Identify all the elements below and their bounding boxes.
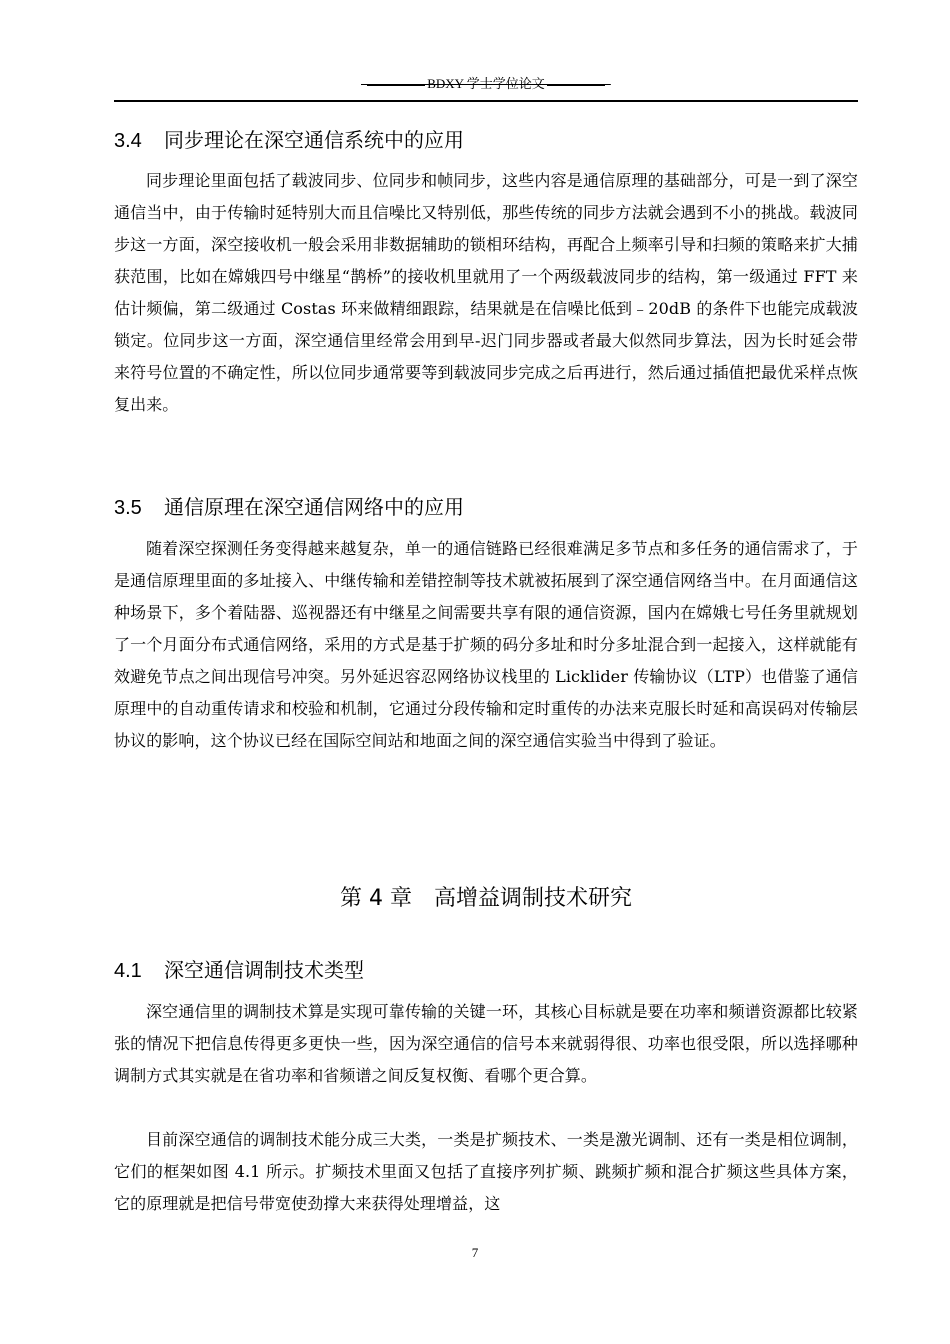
- section-number: 3.4: [114, 130, 142, 152]
- paragraph-3-5-1: 随着深空探测任务变得越来越复杂，单一的通信链路已经很难满足多节点和多任务的通信需求了，于是通信原理里面的多址接入、中继传输和差错控制等技术就被拓展到了深空通信网络当中。在月面通信这种场景下，多个着陆器、巡视器还有中继星之间需要共享有限的通信资源，国内在嫦娥七号任务里就规划了一个月面分布式通信网络，采用的方式是基于扩频的码分多址和时分多址混合到一起接入，这样就能有效避免节点之间出现信号冲突。另外延迟容忍网络协议栈里的 Licklider 传输协议（LTP）也借鉴了通信原理中的自动重传请求和校验和机制，它通过分段传输和定时重传的办法来克服长时延和高误码对传输层协议的影响，这个协议已经在国际空间站和地面之间的深空通信实验当中得到了验证。: [114, 539, 858, 750]
- header-rule: [114, 100, 858, 102]
- section-heading-3-4: [114, 126, 858, 155]
- running-header-title: BDXY 学士学位论文: [361, 76, 611, 91]
- running-header: [114, 74, 858, 94]
- page-number: 7: [471, 1245, 479, 1260]
- section-title: 通信原理在深空通信网络中的应用: [164, 495, 464, 519]
- paragraph-3-4-1: 同步理论里面包括了载波同步、位同步和帧同步，这些内容是通信原理的基础部分，可是一到了深空通信当中，由于传输时延特别大而且信噪比又特别低，那些传统的同步方法就会遇到不小的挑战。载波同步这一方面，深空接收机一般会采用非数据辅助的锁相环结构，再配合上频率引导和扫频的策略来扩大捕获范围，比如在嫦娥四号中继星“鹊桥”的接收机里就用了一个两级载波同步的结构，第一级通过 FFT 来估计频偏，第二级通过 Costas 环来做精细跟踪，结果就是在信噪比低到﹣20dB 的条件下也能完成载波锁定。位同步这一方面，深空通信里经常会用到早-迟门同步器或者最大似然同步算法，因为长时延会带来符号位置的不确定性，所以位同步通常要等到载波同步完成之后再进行，然后通过插值把最优采样点恢复出来。: [114, 171, 858, 414]
- section-title: 同步理论在深空通信系统中的应用: [164, 128, 464, 152]
- section-number: 3.5: [114, 497, 142, 519]
- chapter-heading-4: [114, 884, 858, 914]
- section-heading-3-5: [114, 493, 858, 522]
- chapter-number: 第 4 章: [340, 886, 412, 911]
- paragraph-4-1-2: 目前深空通信的调制技术能分成三大类，一类是扩频技术、一类是激光调制、还有一类是相位调制，它们的框架如图 4.1 所示。扩频技术里面又包括了直接序列扩频、跳频扩频和混合扩频这些具体方案，它的原理就是把信号带宽使劲撑大来获得处理增益，这: [114, 1130, 858, 1213]
- chapter-title: 高增益调制技术研究: [433, 886, 632, 911]
- section-number: 4.1: [114, 960, 142, 982]
- section-heading-4-1: [114, 956, 858, 985]
- section-title: 深空通信调制技术类型: [164, 958, 364, 982]
- paragraph-4-1-1: 深空通信里的调制技术算是实现可靠传输的关键一环，其核心目标就是要在功率和频谱资源都比较紧张的情况下把信息传得更多更快一些，因为深空通信的信号本来就弱得很、功率也很受限，所以选择哪种调制方式其实就是在省功率和省频谱之间反复权衡、看哪个更合算。: [114, 1002, 858, 1085]
